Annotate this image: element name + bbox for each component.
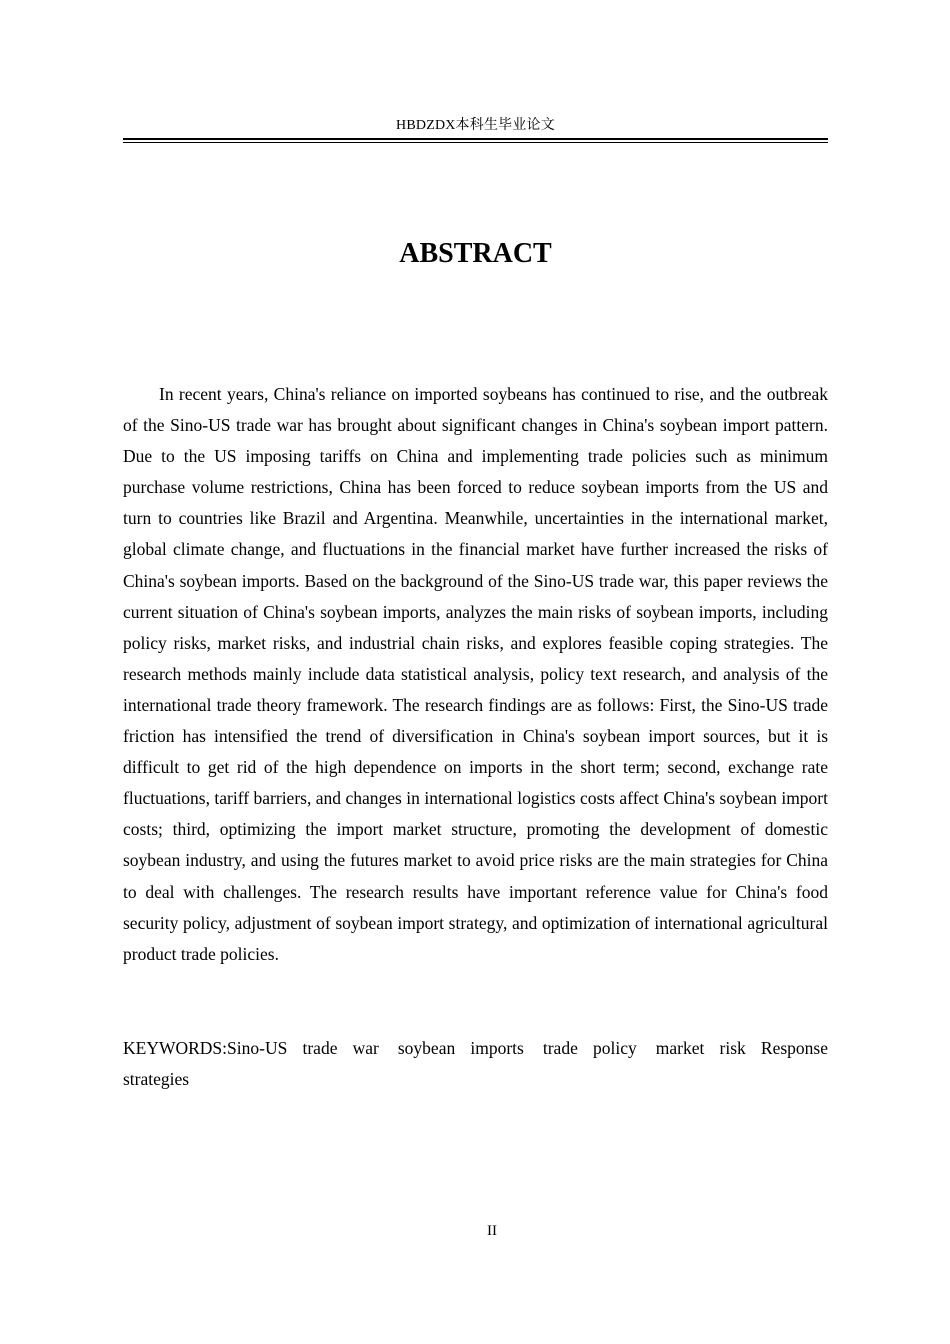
keyword-item: Sino-US trade war (227, 1038, 379, 1058)
page-number: II (487, 1223, 497, 1239)
running-header: HBDZDX本科生毕业论文 (396, 118, 555, 133)
keyword-item: soybean imports (397, 1038, 524, 1058)
keyword-item: market risk Response strategies (123, 1038, 828, 1090)
keywords-line (123, 1033, 828, 1095)
header-rule-thick (123, 138, 828, 140)
header-rule-thin (123, 142, 828, 143)
keywords-label: KEYWORDS: (123, 1038, 228, 1058)
keyword-item: trade policy (542, 1038, 637, 1058)
abstract-body: In recent years, China's reliance on imported soybeans has continued to rise, and the outbreak of the Sino-US trade war has brought about significant changes in China's soybean import pattern. Due to the US imposing tariffs on China and implementing trade policies such as minimum purchase volume restrictions, China has been forced to reduce soybean imports from the US and turn to countries like Brazil and Argentina. Meanwhile, uncertainties in the international market, global climate change, and fluctuations in the financial market have further increased the risks of China's soybean imports. Based on the background of the Sino-US trade war, this paper reviews the current situation of China's soybean imports, analyzes the main risks of soybean imports, including policy risks, market risks, and industrial chain risks, and explores feasible coping strategies. The research methods mainly include data statistical analysis, policy text research, and analysis of the international trade theory framework. The research findings are as follows: First, the Sino-US trade friction has intensified the trend of diversification in China's soybean import sources, but it is difficult to get rid of the high dependence on imports in the short term; second, exchange rate fluctuations, tariff barriers, and changes in international logistics costs affect China's soybean import costs; third, optimizing the import market structure, promoting the development of domestic soybean industry, and using the futures market to avoid price risks are the main strategies for China to deal with challenges. The research results have important reference value for China's food security policy, adjustment of soybean import strategy, and optimization of international agricultural product trade policies. (123, 384, 828, 964)
abstract-title: ABSTRACT (399, 238, 552, 269)
